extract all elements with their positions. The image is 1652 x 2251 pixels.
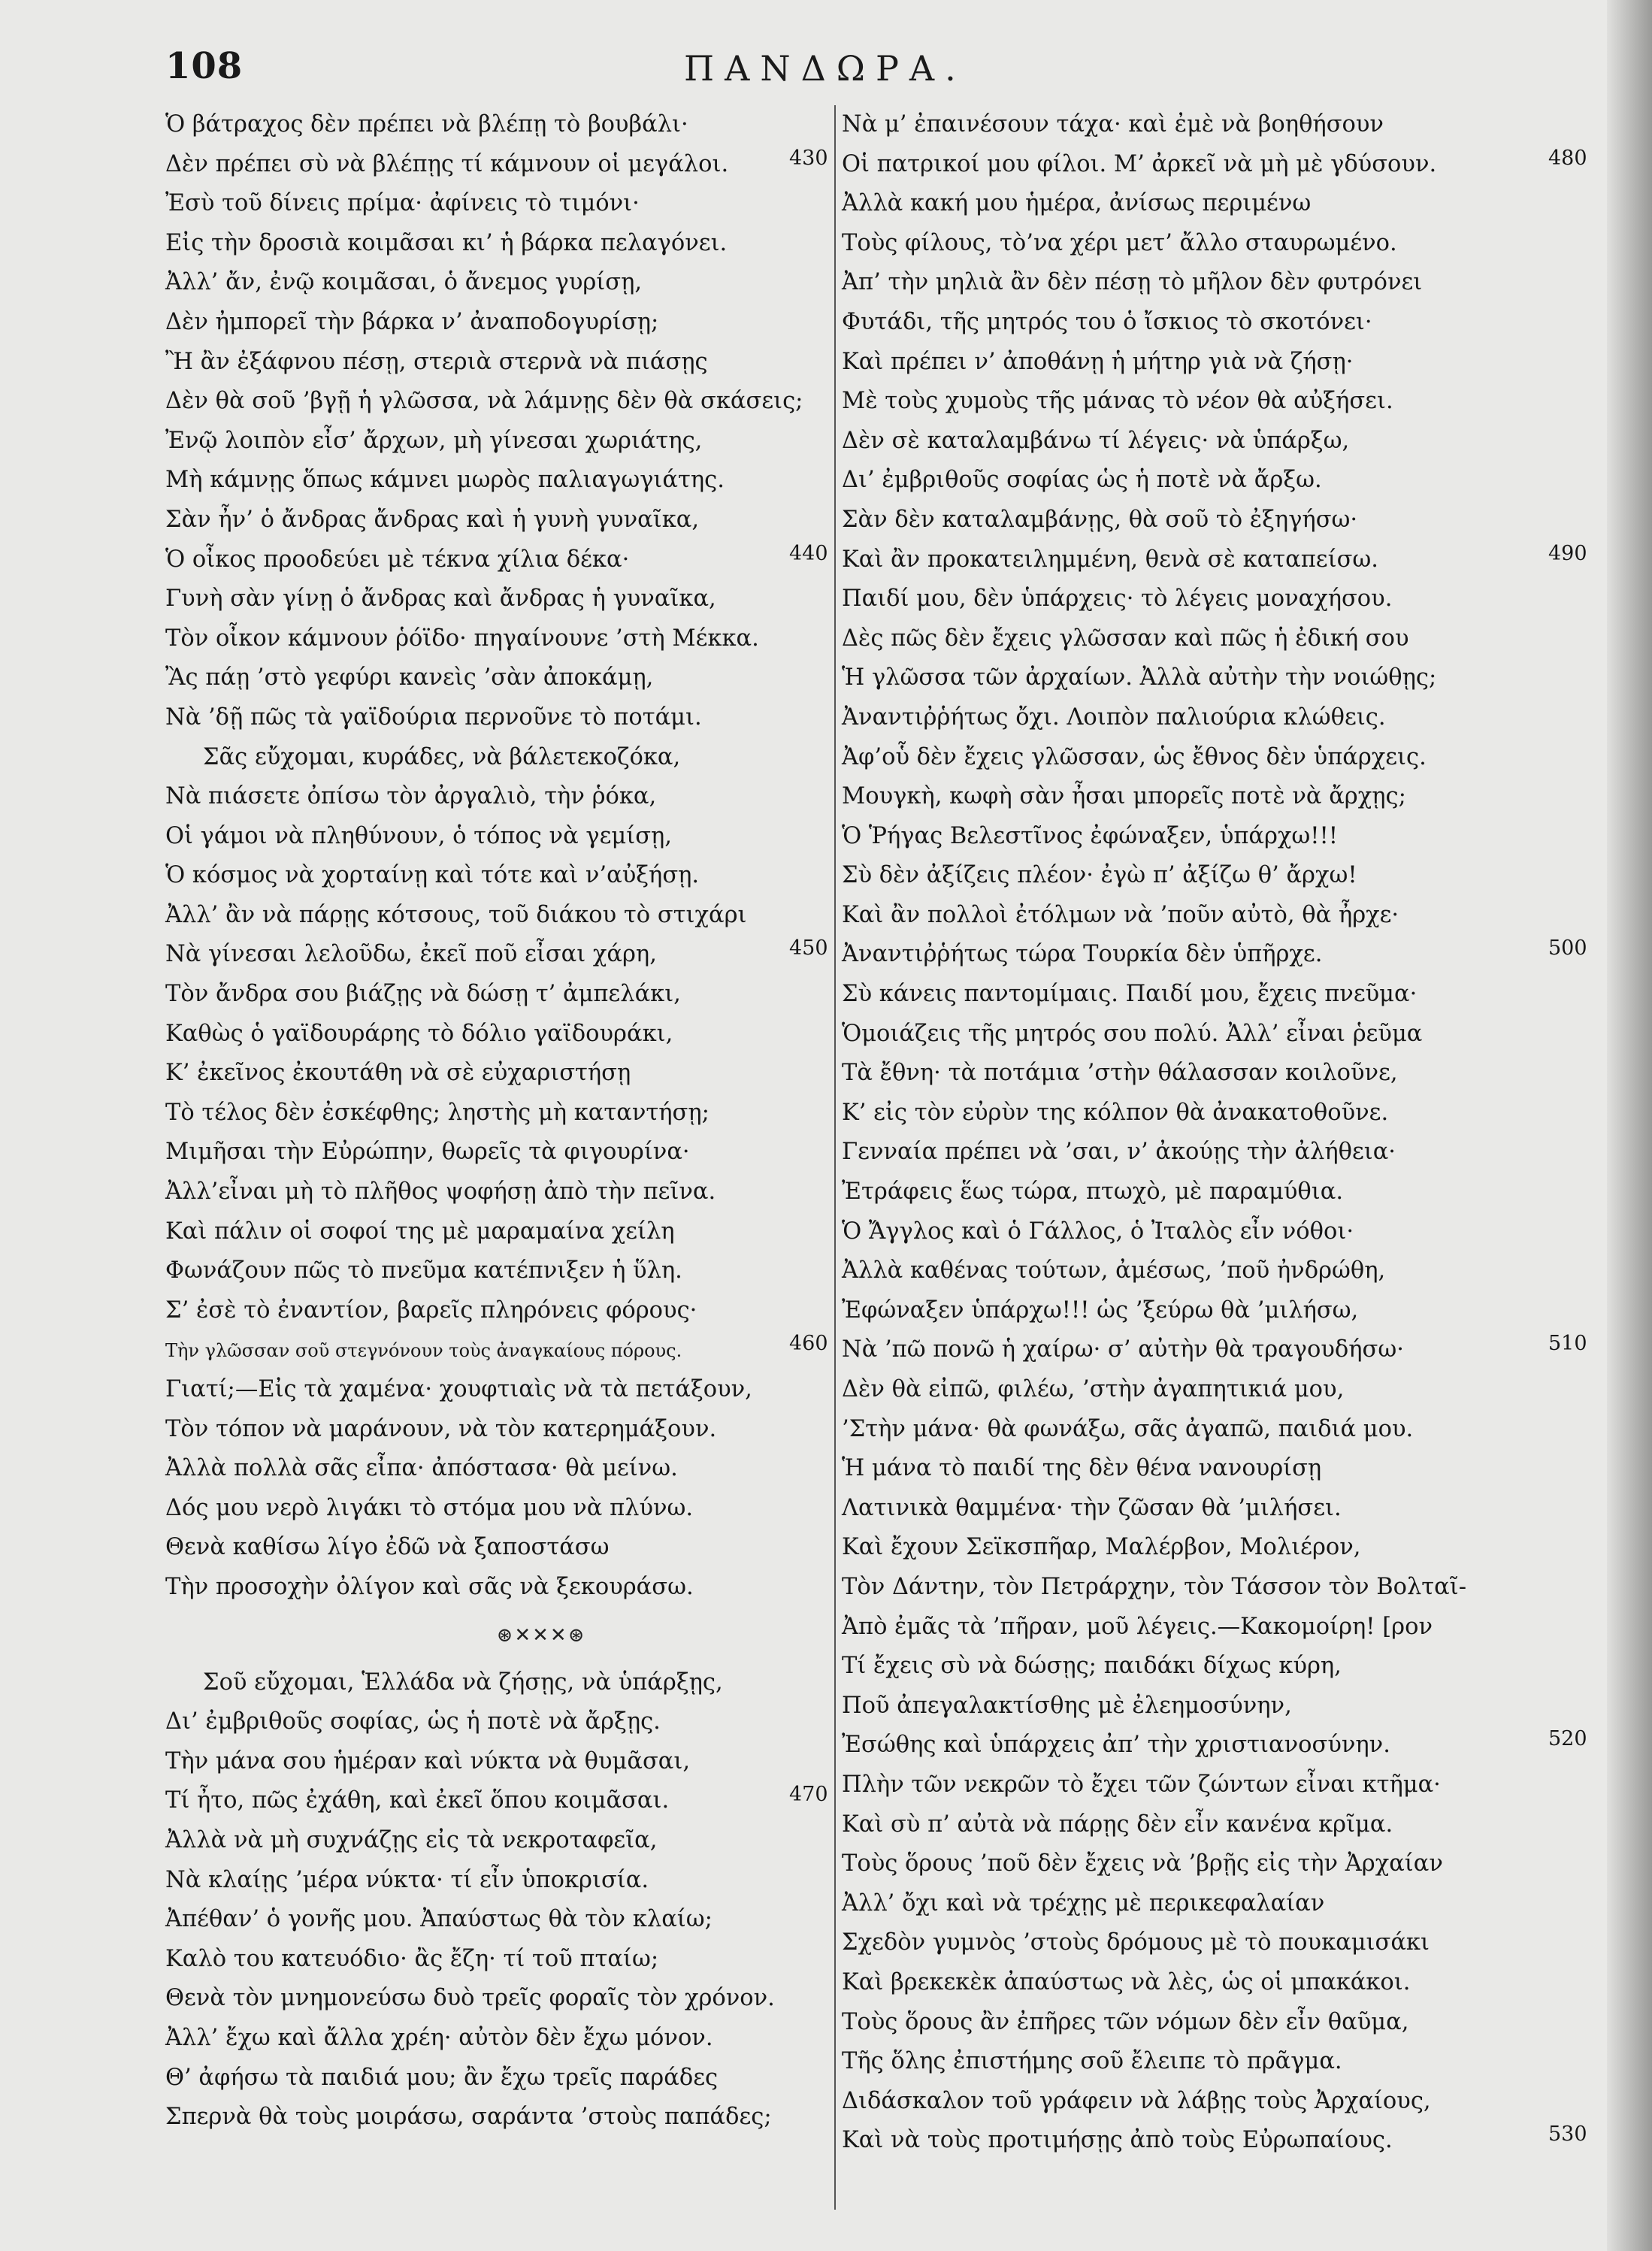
verse-line — [842, 1647, 1563, 1687]
verse-line — [842, 1923, 1563, 1963]
verse-line — [842, 856, 1563, 896]
verse-line — [165, 1979, 827, 2019]
verse-text: Καὶ νὰ τοὺς προτιμήσῃς ἀπὸ τοὺς Εὐρωπαίους. — [842, 2127, 1393, 2154]
verse-text: Σὰν ἦν’ ὁ ἄνδρας ἄνδρας καὶ ἡ γυνὴ γυναῖκα, — [165, 506, 700, 533]
verse-text: Τί ἔχεις σὺ νὰ δώσῃς; παιδάκι δίχως κύρη, — [842, 1653, 1342, 1680]
verse-line — [165, 935, 827, 975]
verse-text: Γιατί;—Εἰς τὰ χαμένα· χουφτιαὶς νὰ τὰ πετάξουν, — [165, 1376, 752, 1402]
verse-line — [165, 1370, 827, 1410]
verse-line — [842, 1172, 1563, 1212]
verse-line — [165, 303, 827, 343]
verse-text: Σοῦ εὔχομαι, Ἑλλάδα νὰ ζήσῃς, νὰ ὑπάρξῃς, — [203, 1669, 723, 1696]
running-title: ΠΑΝΔΩΡΑ. — [684, 48, 967, 89]
verse-text: Καὶ σὺ π’ αὐτὰ νὰ πάρῃς δὲν εἶν κανένα κρῖμα. — [842, 1811, 1393, 1838]
right-column — [842, 105, 1587, 2161]
verse-line — [165, 1410, 827, 1450]
verse-line — [165, 184, 827, 224]
verse-line — [165, 540, 827, 580]
verse-line — [842, 1687, 1563, 1726]
verse-line — [842, 1449, 1563, 1489]
verse-text: Μὲ τοὺς χυμοὺς τῆς μάνας τὸ νέον θὰ αὐξήσει. — [842, 388, 1393, 415]
line-number: 520 — [1548, 1727, 1587, 1751]
verse-line — [165, 856, 827, 896]
verse-line — [842, 105, 1563, 145]
verse-text: Καὶ ἔχουν Σεϊκσπῆαρ, Μαλέρβον, Μολιέρον, — [842, 1534, 1361, 1561]
verse-text: Φωνάζουν πῶς τὸ πνεῦμα κατέπνιξεν ἡ ὕλη. — [165, 1257, 682, 1284]
verse-text: Ἡ γλῶσσα τῶν ἀρχαίων. Ἀλλὰ αὐτὴν τὴν νοιώθῃς; — [842, 664, 1437, 691]
verse-text: Κ’ ἐκεῖνος ἐκουτάθη νὰ σὲ εὐχαριστήσῃ — [165, 1060, 631, 1087]
verse-line — [165, 1702, 827, 1742]
verse-line — [165, 817, 827, 857]
verse-text: Εἰς τὴν δροσιὰ κοιμᾶσαι κι’ ἡ βάρκα πελαγόνει. — [165, 229, 728, 256]
verse-text: Τὴν προσοχὴν ὀλίγον καὶ σᾶς νὰ ξεκουράσω. — [165, 1573, 694, 1600]
verse-text: Ἀλλ’ ἔχω καὶ ἄλλα χρέη· αὐτὸν δὲν ἔχω μόνον. — [165, 2024, 713, 2051]
verse-text: Γυνὴ σὰν γίνῃ ὁ ἄνδρας καὶ ἄνδρας ἡ γυναῖκα, — [165, 585, 716, 613]
verse-line — [842, 1330, 1587, 1370]
verse-text: Ἀλλ’ ἄν, ἐνῷ κοιμᾶσαι, ὁ ἄνεμος γυρίσῃ, — [165, 269, 643, 296]
verse-text: Τὸν Δάντην, τὸν Πετράρχην, τὸν Τάσσον τὸν Βολταῖ- — [842, 1573, 1467, 1600]
verse-text: Δὲν θὰ εἰπῶ, φιλέω, ’στὴν ἀγαπητικιά μου, — [842, 1376, 1345, 1402]
verse-line — [165, 619, 827, 659]
verse-line — [165, 343, 827, 383]
verse-line — [165, 975, 827, 1015]
verse-text: Ἢ ἂν ἐξάφνου πέσῃ, στεριὰ στερνὰ νὰ πιάσῃς — [165, 348, 708, 375]
verse-text: Ἀλλὰ καθένας τούτων, ἀμέσως, ’ποῦ ἠνδρώθη, — [842, 1257, 1386, 1284]
verse-line — [165, 1330, 827, 1370]
verse-line — [842, 1963, 1563, 2003]
verse-text: Ἀναντιῤῥήτως ὄχι. Λοιπὸν παλιούρια κλώθεις. — [842, 703, 1386, 731]
verse-line — [165, 1781, 827, 1821]
verse-line — [842, 303, 1563, 343]
verse-text: Ἀλλὰ νὰ μὴ συχνάζῃς εἰς τὰ νεκροταφεῖα, — [165, 1826, 658, 1853]
verse-text: Μιμῆσαι τὴν Εὐρώπην, θωρεῖς τὰ φιγουρίνα· — [165, 1139, 690, 1166]
verse-text: Ὁ κόσμος νὰ χορταίνῃ καὶ τότε καὶ ν’αὐξήσῃ. — [165, 862, 700, 889]
verse-text: Τὸν οἶκον κάμνουν ῥόϊδο· πηγαίνουνε ’στὴ Μέκκα. — [165, 625, 759, 652]
verse-line — [165, 422, 827, 461]
verse-text: Σᾶς εὔχομαι, κυράδες, νὰ βάλετεκοζόκα, — [203, 743, 681, 770]
verse-text: Τοὺς φίλους, τὸ’να χέρι μετ’ ἄλλο σταυρωμένο. — [842, 229, 1397, 256]
verse-line — [165, 105, 827, 145]
verse-text: Θ’ ἀφήσω τὰ παιδιά μου; ἂν ἔχω τρεῖς παράδες — [165, 2064, 719, 2091]
verse-line — [165, 1568, 827, 1608]
verse-line — [165, 1742, 827, 1782]
verse-text: Καθὼς ὁ γαϊδουράρης τὸ δόλιο γαϊδουράκι, — [165, 1020, 673, 1047]
verse-text: Καὶ πρέπει ν’ ἀποθάνῃ ἡ μήτηρ γιὰ νὰ ζήσῃ· — [842, 348, 1354, 375]
verse-text: Τὸν τόπον νὰ μαράνουν, νὰ τὸν κατερημάξουν. — [165, 1415, 717, 1442]
verse-text: Τῆς ὅλης ἐπιστήμης σοῦ ἔλειπε τὸ πρᾶγμα. — [842, 2048, 1342, 2075]
verse-line — [165, 698, 827, 738]
verse-line — [842, 224, 1563, 264]
verse-line — [842, 1726, 1587, 1765]
verse-text: Καὶ βρεκεκὲκ ἀπαύστως νὰ λὲς, ὡς οἱ μπακάκοι. — [842, 1968, 1411, 1995]
verse-text: Ὁμοιάζεις τῆς μητρός σου πολύ. Ἀλλ’ εἶναι ῥεῦμα — [842, 1020, 1423, 1047]
line-number: 490 — [1548, 541, 1587, 565]
left-verses-second-poem — [165, 1663, 827, 2138]
verse-line — [842, 1844, 1563, 1884]
verse-text: Ἐσώθης καὶ ὑπάρχεις ἀπ’ τὴν χριστιανοσύνην. — [842, 1732, 1390, 1759]
verse-text: Σπερνὰ θὰ τοὺς μοιράσω, σαράντα ’στοὺς παπάδες; — [165, 2104, 772, 2131]
verse-text: Ἀναντιῤῥήτως τώρα Τουρκία δὲν ὑπῆρχε. — [842, 941, 1323, 968]
verse-line — [165, 579, 827, 619]
verse-text: Σὰν δὲν καταλαμβάνῃς, θὰ σοῦ τὸ ἐξηγήσω· — [842, 506, 1358, 533]
line-number: 530 — [1548, 2122, 1587, 2147]
verse-text: Νὰ κλαίῃς ’μέρα νύκτα· τί εἶν ὑποκρισία. — [165, 1866, 649, 1893]
verse-text: Θενὰ καθίσω λίγο ἐδῶ νὰ ξαποστάσω — [165, 1534, 610, 1561]
verse-text: Σὺ δὲν ἀξίζεις πλέον· ἐγὼ π’ ἀξίζω θ’ ἄρχω! — [842, 862, 1357, 889]
verse-line — [842, 1291, 1563, 1331]
verse-line — [165, 1861, 827, 1901]
verse-line — [842, 1884, 1563, 1924]
verse-line — [842, 1094, 1563, 1133]
verse-line — [842, 1489, 1563, 1529]
verse-line — [165, 1251, 827, 1291]
verse-line — [165, 1900, 827, 1940]
verse-text: Ἀπέθαν’ ὁ γονῆς μου. Ἀπαύστως θὰ τὸν κλαίω; — [165, 1906, 713, 1933]
verse-line — [165, 1172, 827, 1212]
verse-line — [165, 1449, 827, 1489]
verse-text: Γενναία πρέπει νὰ ’σαι, ν’ ἀκούῃς τὴν ἀλήθεια· — [842, 1139, 1396, 1166]
column-divider — [834, 105, 836, 2210]
verse-text: Ἀφ’οὗ δὲν ἔχεις γλῶσσαν, ὡς ἔθνος δὲν ὑπάρχεις. — [842, 743, 1427, 770]
verse-line — [165, 1015, 827, 1054]
verse-line — [842, 1251, 1563, 1291]
verse-line — [165, 896, 827, 936]
verse-line — [842, 184, 1563, 224]
verse-text: Ἀπ’ τὴν μηλιὰ ἂν δὲν πέσῃ τὸ μῆλον δὲν φυτρόνει — [842, 269, 1423, 296]
verse-line — [165, 224, 827, 264]
verse-text: Τοὺς ὅρους ’ποῦ δὲν ἔχεις νὰ ’βρῇς εἰς τὴν Ἀρχαίαν — [842, 1850, 1443, 1877]
verse-text: Ὁ Ῥήγας Βελεστῖνος ἐφώναξεν, ὑπάρχω!!! — [842, 822, 1339, 849]
verse-line — [842, 698, 1563, 738]
verse-line — [842, 1765, 1563, 1805]
verse-line — [165, 1663, 827, 1703]
verse-line — [842, 817, 1563, 857]
verse-line — [165, 777, 827, 817]
verse-line — [842, 2121, 1587, 2161]
verse-line — [165, 1094, 827, 1133]
verse-line — [842, 2003, 1563, 2043]
verse-line — [842, 975, 1563, 1015]
verse-line — [842, 896, 1563, 936]
left-column — [165, 105, 827, 2138]
verse-text: Νὰ μ’ ἐπαινέσουν τάχα· καὶ ἐμὲ νὰ βοηθήσουν — [842, 111, 1384, 138]
verse-line — [165, 2019, 827, 2059]
verse-text: Καὶ πάλιν οἱ σοφοί της μὲ μαραμαίνα χείλη — [165, 1218, 675, 1245]
verse-line — [165, 1528, 827, 1568]
verse-line — [842, 1212, 1563, 1252]
verse-text: Δὲς πῶς δὲν ἔχεις γλῶσσαν καὶ πῶς ἡ ἐδική σου — [842, 625, 1409, 652]
verse-line — [842, 422, 1563, 461]
verse-line — [165, 461, 827, 501]
verse-line — [165, 1821, 827, 1861]
verse-text: Μουγκὴ, κωφὴ σὰν ἦσαι μπορεῖς ποτὲ νὰ ἄρχῃς; — [842, 783, 1406, 810]
verse-line — [165, 501, 827, 540]
verse-text: Δός μου νερὸ λιγάκι τὸ στόμα μου νὰ πλύνω. — [165, 1494, 694, 1521]
verse-text: Λατινικὰ θαμμένα· τὴν ζῶσαν θὰ ’μιλήσει. — [842, 1494, 1342, 1521]
verse-text: Ἀλλ’ ἂν νὰ πάρῃς κότσους, τοῦ διάκου τὸ στιχάρι — [165, 901, 747, 928]
verse-line — [165, 1054, 827, 1094]
verse-line — [842, 145, 1587, 185]
page-header — [165, 45, 1571, 98]
verse-line — [842, 1608, 1563, 1647]
verse-text: Ὁ βάτραχος δὲν πρέπει νὰ βλέπῃ τὸ βουβάλι· — [165, 111, 688, 138]
verse-line — [165, 2059, 827, 2098]
verse-text: Νὰ ’δῇ πῶς τὰ γαϊδούρια περνοῦνε τὸ ποτάμι. — [165, 703, 702, 731]
verse-text: ’Στὴν μάνα· θὰ φωνάξω, σᾶς ἀγαπῶ, παιδιά μου. — [842, 1415, 1414, 1442]
verse-line — [842, 935, 1587, 975]
verse-text: Νὰ γίνεσαι λελοῦδω, ἐκεῖ ποῦ εἶσαι χάρη, — [165, 941, 657, 968]
verse-line — [165, 1940, 827, 1980]
verse-text: Ἐσὺ τοῦ δίνεις πρίμα· ἀφίνεις τὸ τιμόνι· — [165, 190, 640, 217]
verse-line — [165, 738, 827, 778]
verse-text: Ἐνῷ λοιπὸν εἶσ’ ἄρχων, μὴ γίνεσαι χωριάτης, — [165, 427, 703, 454]
verse-line — [842, 1568, 1563, 1608]
verse-text: Δὲν πρέπει σὺ νὰ βλέπῃς τί κάμνουν οἱ μεγάλοι. — [165, 150, 729, 177]
verse-text: Ἀλλὰ κακή μου ἡμέρα, ἀνίσως περιμένω — [842, 190, 1312, 217]
verse-line — [842, 1015, 1563, 1054]
verse-text: Σχεδὸν γυμνὸς ’στοὺς δρόμους μὲ τὸ πουκαμισάκι — [842, 1929, 1430, 1956]
verse-line — [842, 461, 1563, 501]
verse-line — [842, 2042, 1563, 2082]
verse-text: Ἀλλ’ ὄχι καὶ νὰ τρέχῃς μὲ περικεφαλαίαν — [842, 1889, 1325, 1917]
verse-line — [165, 658, 827, 698]
verse-text: Πλὴν τῶν νεκρῶν τὸ ἔχει τῶν ζώντων εἶναι κτῆμα· — [842, 1771, 1441, 1798]
verse-text: Νὰ πιάσετε ὀπίσω τὸν ἀργαλιὸ, τὴν ῥόκα, — [165, 783, 657, 810]
line-number: 460 — [789, 1332, 828, 1356]
verse-line — [842, 1054, 1563, 1094]
verse-line — [165, 1212, 827, 1252]
verse-line — [842, 382, 1563, 422]
verse-text: Θενὰ τὸν μνημονεύσω δυὸ τρεῖς φοραῖς τὸν χρόνον. — [165, 1985, 775, 2012]
verse-text: Ἀλλὰ πολλὰ σᾶς εἶπα· ἀπόστασα· θὰ μείνω. — [165, 1455, 678, 1482]
verse-line — [842, 501, 1563, 540]
verse-line — [842, 738, 1563, 778]
verse-text: Ὁ οἶκος προοδεύει μὲ τέκνα χίλια δέκα· — [165, 546, 630, 573]
verse-line — [165, 1291, 827, 1331]
verse-text: Δι’ ἐμβριθοῦς σοφίας ὡς ἡ ποτὲ νὰ ἄρξω. — [842, 467, 1322, 494]
verse-text: Ἀλλ’εἶναι μὴ τὸ πλῆθος ψοφήσῃ ἀπὸ τὴν πεῖνα. — [165, 1178, 716, 1206]
verse-text: Σ’ ἐσὲ τὸ ἐναντίον, βαρεῖς πληρόνεις φόρους· — [165, 1296, 697, 1324]
line-number: 450 — [789, 936, 828, 961]
verse-text: Τὸν ἄνδρα σου βιάζῃς νὰ δώσῃ τ’ ἀμπελάκι, — [165, 981, 681, 1008]
verse-text: Οἱ πατρικοί μου φίλοι. Μ’ ἀρκεῖ νὰ μὴ μὲ γδύσουν. — [842, 150, 1437, 177]
verse-text: Τί ἦτο, πῶς ἐχάθη, καὶ ἐκεῖ ὅπου κοιμᾶσαι. — [165, 1787, 670, 1814]
verse-text: Ἐτράφεις ἕως τώρα, πτωχὸ, μὲ παραμύθια. — [842, 1178, 1344, 1206]
verse-text: Καὶ ἂν προκατειλημμένη, θενὰ σὲ καταπείσω. — [842, 546, 1378, 573]
verse-text: Ἐφώναξεν ὑπάρχω!!! ὡς ’ξεύρω θὰ ’μιλήσω, — [842, 1296, 1359, 1324]
verse-text: Ὁ Ἄγγλος καὶ ὁ Γάλλος, ὁ Ἰταλὸς εἶν νόθοι· — [842, 1218, 1354, 1245]
verse-line — [842, 1528, 1563, 1568]
page-number: 108 — [165, 45, 244, 87]
verse-text: Νὰ ’πῶ πονῶ ἡ χαίρω· σ’ αὐτὴν θὰ τραγουδήσω· — [842, 1336, 1404, 1363]
verse-text: Τὰ ἔθνη· τὰ ποτάμια ’στὴν θάλασσαν κοιλοῦνε, — [842, 1060, 1398, 1087]
verse-text: Μὴ κάμνῃς ὅπως κάμνει μωρὸς παλιαγωγιάτης. — [165, 467, 725, 494]
verse-line — [842, 540, 1587, 580]
verse-text: Ἡ μάνα τὸ παιδί της δὲν θένα νανουρίσῃ — [842, 1455, 1322, 1482]
verse-text: Διδάσκαλον τοῦ γράφειν νὰ λάβῃς τοὺς Ἀρχαίους, — [842, 2087, 1431, 2114]
left-verses — [165, 105, 827, 1608]
line-number: 440 — [789, 541, 828, 565]
verse-text: Φυτάδι, τῆς μητρός του ὁ ἴσκιος τὸ σκοτόνει· — [842, 308, 1372, 335]
right-verses — [842, 105, 1587, 2161]
verse-text: Ἀπὸ ἐμᾶς τὰ ’πῆραν, μοῦ λέγεις.—Κακομοίρη! [ρον — [842, 1613, 1433, 1640]
verse-text: Ἂς πάῃ ’στὸ γεφύρι κανεὶς ’σὰν ἀποκάμῃ, — [165, 664, 654, 691]
verse-line — [842, 1133, 1563, 1172]
verse-text: Τὴν γλῶσσαν σοῦ στεγνόνουν τοὺς ἀναγκαίους πόρους. — [165, 1340, 682, 1362]
verse-text: Ποῦ ἀπεγαλακτίσθης μὲ ἐλεημοσύνην, — [842, 1692, 1292, 1719]
verse-line — [842, 1410, 1563, 1450]
line-number: 470 — [789, 1783, 828, 1807]
verse-line — [842, 263, 1563, 303]
verse-text: Δὲν σὲ καταλαμβάνω τί λέγεις· νὰ ὑπάρξω, — [842, 427, 1350, 454]
verse-text: Τοὺς ὅρους ἂν ἐπῆρες τῶν νόμων δὲν εἶν θαῦμα, — [842, 2008, 1409, 2035]
verse-text: Σὺ κάνεις παντομίμαις. Παιδί μου, ἔχεις πνεῦμα· — [842, 981, 1418, 1008]
verse-text: Καὶ ἂν πολλοὶ ἐτόλμων νὰ ’ποῦν αὐτὸ, θὰ ἦρχε· — [842, 901, 1399, 928]
verse-text: Τὸ τέλος δὲν ἐσκέφθης; ληστὴς μὴ καταντήσῃ; — [165, 1099, 710, 1126]
section-ornament: ⊛✕✕✕⊛ — [496, 1623, 586, 1647]
verse-text: Παιδί μου, δὲν ὑπάρχεις· τὸ λέγεις μοναχήσου. — [842, 585, 1393, 613]
verse-text: Καλὸ του κατευόδιο· ἂς ἔζη· τί τοῦ πταίω; — [165, 1945, 659, 1972]
verse-line — [842, 579, 1563, 619]
verse-text: Τὴν μάνα σου ἡμέραν καὶ νύκτα νὰ θυμᾶσαι, — [165, 1747, 691, 1774]
verse-line — [165, 1133, 827, 1172]
verse-line — [842, 777, 1563, 817]
verse-text: Δὲν θὰ σοῦ ’βγῇ ἡ γλῶσσα, νὰ λάμνῃς δὲν θὰ σκάσεις; — [165, 388, 803, 415]
verse-line — [165, 145, 827, 185]
verse-line — [165, 382, 827, 422]
verse-text: Δι’ ἐμβριθοῦς σοφίας, ὡς ἡ ποτὲ νὰ ἄρξῃς. — [165, 1708, 661, 1735]
line-number: 430 — [789, 146, 828, 170]
verse-text: Κ’ εἰς τὸν εὐρὺν της κόλπον θὰ ἀνακατοθοῦνε. — [842, 1099, 1389, 1126]
line-number: 480 — [1548, 146, 1587, 170]
verse-line — [842, 343, 1563, 383]
verse-text: Δὲν ἠμπορεῖ τὴν βάρκα ν’ ἀναποδογυρίσῃ; — [165, 308, 659, 335]
verse-line — [842, 1805, 1563, 1845]
line-number: 510 — [1548, 1332, 1587, 1356]
verse-line — [842, 619, 1563, 659]
line-number: 500 — [1548, 936, 1587, 961]
verse-line — [165, 263, 827, 303]
verse-line — [842, 1370, 1563, 1410]
verse-text: Οἱ γάμοι νὰ πληθύνουν, ὁ τόπος νὰ γεμίσῃ, — [165, 822, 672, 849]
verse-line — [165, 1489, 827, 1529]
verse-line — [165, 2098, 827, 2138]
verse-line — [842, 2082, 1563, 2122]
verse-line — [842, 658, 1563, 698]
